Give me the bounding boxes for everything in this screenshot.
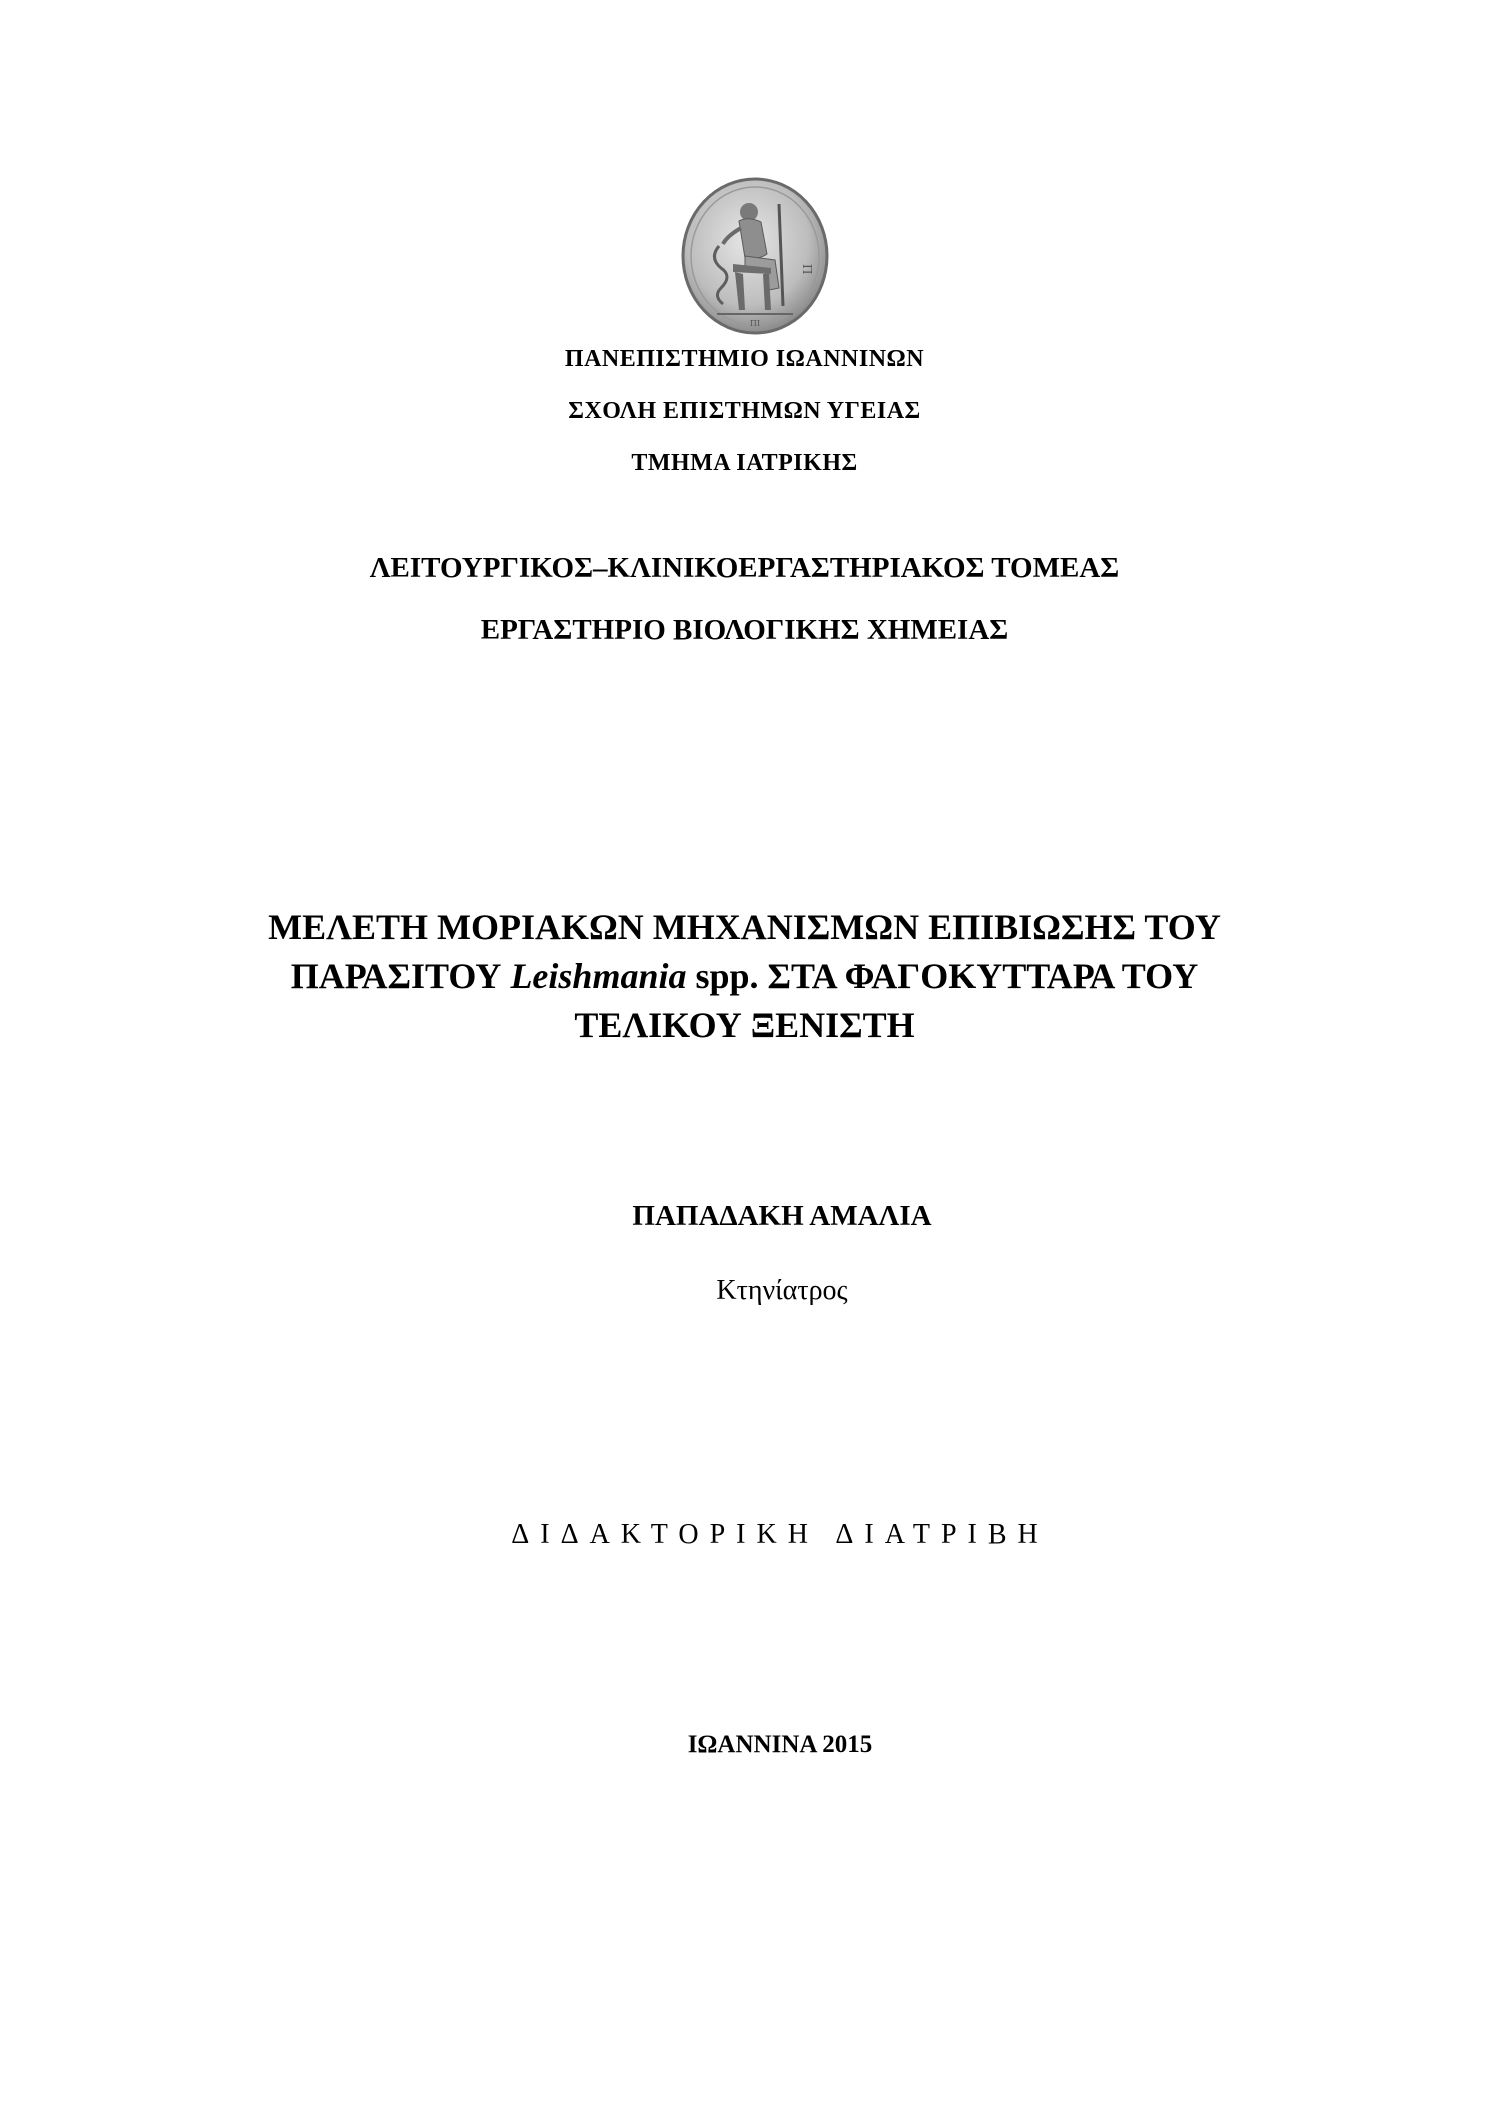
university-name: ΠΑΝΕΠΙΣΤΗΜΙΟ ΙΩΑΝΝΙΝΩΝ xyxy=(564,346,925,372)
school-name: ΣΧΟΛΗ ΕΠΙΣΤΗΜΩΝ ΥΓΕΙΑΣ xyxy=(568,398,921,424)
department-name: ΤΜΗΜΑ ΙΑΤΡΙΚΗΣ xyxy=(631,450,858,476)
author-name: ΠΑΠΑΔΑΚΗ ΑΜΑΛΙΑ xyxy=(632,1200,932,1232)
svg-text:ΠΙ: ΠΙ xyxy=(749,319,761,328)
title-line-2-prefix: ΠΑΡΑΣΙΤΟΥ xyxy=(290,956,511,996)
place-year: ΙΩΑΝΝΙΝΑ 2015 xyxy=(687,1731,873,1758)
sector-name: ΛΕΙΤΟΥΡΓΙΚΟΣ–ΚΛΙΝΙΚΟΕΡΓΑΣΤΗΡΙΑΚΟΣ ΤΟΜΕΑΣ xyxy=(369,552,1120,584)
laboratory-name: ΕΡΓΑΣΤΗΡΙΟ ΒΙΟΛΟΓΙΚΗΣ ΧΗΜΕΙΑΣ xyxy=(480,614,1009,646)
university-seal-coin-icon xyxy=(679,176,831,336)
title-genus-italic: Leishmania xyxy=(510,956,687,996)
title-line-2 xyxy=(0,952,1489,1001)
title-line-1: ΜΕΛΕΤΗ ΜΟΡΙΑΚΩΝ ΜΗΧΑΝΙΣΜΩΝ ΕΠΙΒΙΩΣΗΣ ΤΟΥ xyxy=(268,907,1221,947)
thesis-title xyxy=(0,903,1489,1050)
thesis-type: ΔΙΔΑΚΤΟΡΙΚΗ ΔΙΑΤΡΙΒΗ xyxy=(511,1519,1049,1550)
author-profession: Κτηνίατρος xyxy=(716,1275,848,1306)
title-line-2-suffix: spp. ΣΤΑ ΦΑΓΟΚΥΤΤΑΡΑ ΤΟΥ xyxy=(686,956,1199,996)
svg-text:Π: Π xyxy=(800,264,814,275)
title-line-3: ΤΕΛΙΚΟΥ ΞΕΝΙΣΤΗ xyxy=(574,1005,915,1045)
